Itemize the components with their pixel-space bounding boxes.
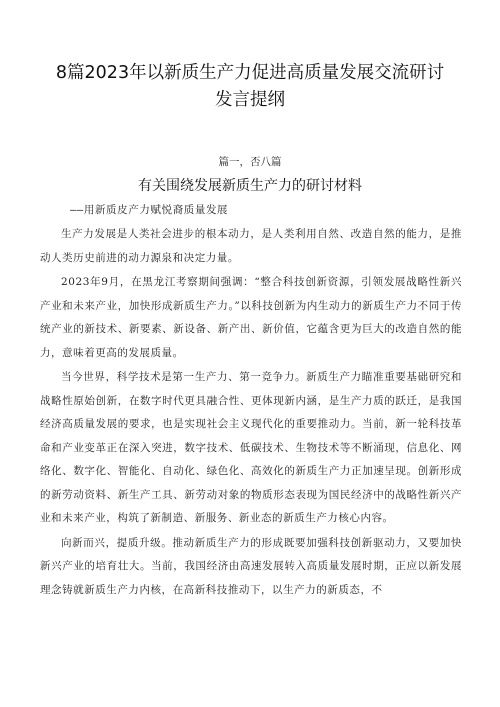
paragraph: 2023年9月，在黑龙江考察期间强调：“整合科技创新资源，引领发展战略性新兴产业和未来产业，加快形成新质生产力。”以科技创新为内生动力的新质生产力不同于传统产业的新技术、新要素、新设备、新产出、新价值，它蕴含更为巨大的改造自然的能力，意味着更高的发展质量。 — [40, 276, 462, 359]
document-title-line-1: 8篇2023年以新质生产力促进高质量发展交流研讨 — [55, 63, 445, 83]
section-title: 有关围绕发展新质生产力的研讨材料 — [138, 178, 362, 194]
section-label: 篇一，否八篇 — [218, 156, 282, 168]
paragraph: 向新而兴，提质升级。推动新质生产力的形成既要加强科技创新驱动力，又要加快新兴产业的培育壮大。当前，我国经济由高速发展转入高质量发展时期，正应以新发展理念铸就新质生产力内核，在高新科技推动下，以生产力的新质态，不 — [40, 536, 462, 596]
document-title-line-2: 发言提纲 — [215, 90, 285, 110]
body-text — [40, 223, 462, 603]
section-subtitle: ——用新质皮产力赋悦裔质量发展 — [70, 204, 229, 216]
paragraph: 当今世界，科学技术是第一生产力、第一竞争力。新质生产力瞄准重要基础研究和战略性原始创新，在数字时代更具融合性、更体现新内涵，是生产力质的跃迁，是我国经济高质量发展的要求，也是实现社会主义现代化的重要推动力。当前，新一轮科技革命和产业变革正在深入突进，数字技术、低碳技术、生物技术等不断涌现，信息化、网络化、数字化、智能化、自动化、绿色化、高效化的新质生产力正加速呈现。创新形成的新劳动资料、新生产工具、新劳动对象的物质形态表现为国民经济中的战略性新兴产业和未来产业，构筑了新制造、新服务、新业态的新质生产力核心内容。 — [40, 371, 462, 524]
document-title — [40, 60, 460, 114]
paragraph: 生产力发展是人类社会进步的根本动力，是人类利用自然、改造自然的能力，是推动人类历史前进的动力源泉和决定力量。 — [40, 228, 462, 264]
